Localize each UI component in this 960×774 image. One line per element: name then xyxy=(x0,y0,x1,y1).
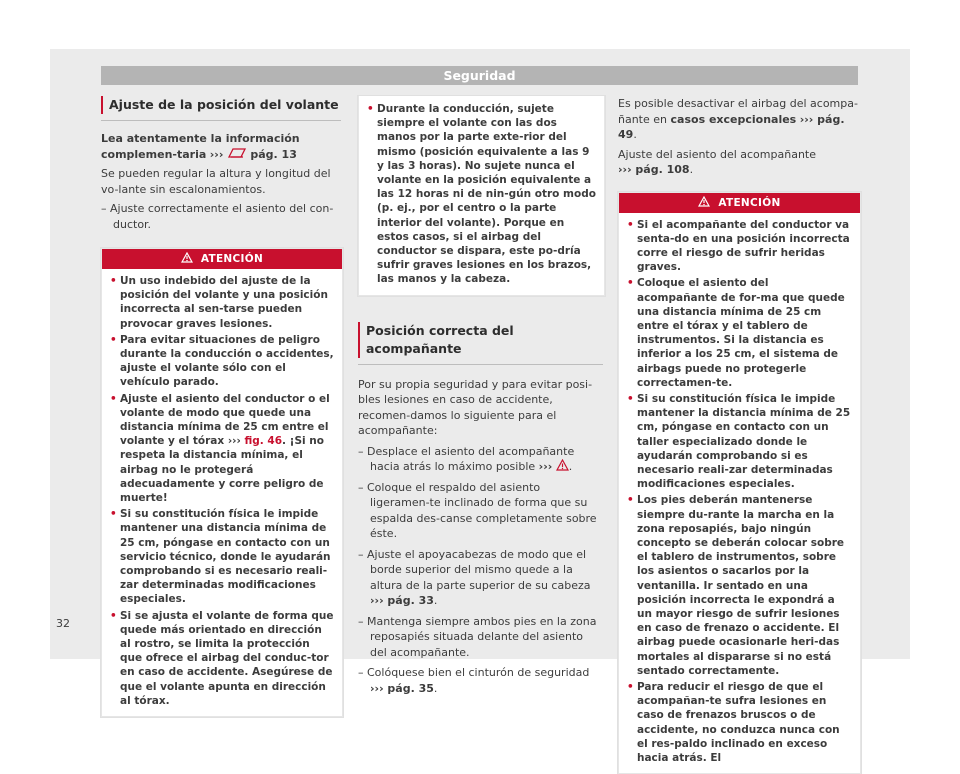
warning-item: • Si se ajusta el volante de forma que quede más orientado en dirección al rostro, se limita la protección que ofrece el airbag del conduc-tor en caso de accidente. Asegúrese de que el volante apunta en dirección al tórax. xyxy=(110,609,334,708)
dash-item-1: – Desplace el asiento del acompañante hacia atrás lo máximo posible ››› . xyxy=(358,444,603,475)
intro-text: Lea atentamente la información complemen-taria xyxy=(101,132,300,161)
column-2 xyxy=(358,96,603,696)
warning-item: • Un uso indebido del ajuste de la posición del volante y una posición incorrecta al sen-tarse pueden provocar graves lesiones. xyxy=(110,274,334,331)
fig-46-link[interactable]: fig. 46 xyxy=(244,435,282,447)
column-3 xyxy=(618,96,859,774)
ref-arrow: ››› xyxy=(228,435,241,447)
intro-paragraph xyxy=(101,131,341,162)
warning-item: • Los pies deberán mantenerse siempre du-rante la marcha en la zona reposapiés, bajo ningún concepto se deberán colocar sobre el tablero de instrumentos, sobre los asientos o sacarlos por la ventanilla. Ir sentado en una posición incorrecta le expondrá a un mayor riesgo de sufrir lesiones en caso de frenazo o accidente. El airbag puede ocasionarle heri-das mortales al dispararse si no está sentado correctamente. xyxy=(627,493,852,678)
emphasis-text: casos excepcionales xyxy=(671,113,797,126)
dash-item-4: – Mantenga siempre ambos pies en la zona reposapiés situada delante del asiento del acompañante. xyxy=(358,614,603,661)
column-1 xyxy=(101,96,341,717)
dash-item-2: – Coloque el respaldo del asiento ligeramen-te inclinado de forma que su espalda des-canse completamente sobre éste. xyxy=(358,480,603,542)
paragraph-1: Se pueden regular la altura y longitud del vo-lante sin escalonamientos. xyxy=(101,166,341,197)
warning-box-continued xyxy=(358,96,605,296)
dash-item-1: – Ajuste correctamente el asiento del con-ductor. xyxy=(101,201,341,232)
dash-text: – Colóquese bien el cinturón de seguridad xyxy=(358,666,589,679)
warning-triangle-icon xyxy=(698,196,710,207)
ref-arrow: ››› xyxy=(210,148,224,161)
warning-item: • Si el acompañante del conductor va senta-do en una posición incorrecta corre el riesgo de sufrir heridas graves. xyxy=(627,218,852,275)
warning-box-2 xyxy=(618,192,861,774)
warning-item-text: Ajuste el asiento del conductor o el volante de modo que quede una distancia mínima de 25 cm entre el volante y el tórax xyxy=(120,393,330,448)
warning-item: • Si su constitución física le impide mantener una distancia mínima de 25 cm, póngase en contacto con un servicio técnico, donde le ayudarán comprobando si es necesario reali-zar determinadas modificaciones especiales. xyxy=(110,507,334,606)
chapter-header: Seguridad xyxy=(101,66,858,85)
warning-item: • Durante la conducción, sujete siempre el volante con las dos manos por la parte exte-rior del mismo (posición equivalente a las 9 y las 3 horas). No sujete nunca el volante en la posición equivalente a las 12 horas ni de nin-gún otro modo (p. ej., por el centro o la parte interior del volante). Porque en estos casos, si el airbag del conductor se dispara, este po-dría sufrir graves lesiones en los brazos, las manos y la cabeza. xyxy=(367,102,596,287)
section-title-acompanante: Posición correcta del acompañante xyxy=(358,322,603,358)
warning-item-text: . ¡Si no respeta la distancia mínima, el airbag no le protegerá adecuadamente y corre peligro de muerte! xyxy=(120,435,324,504)
warning-triangle-icon[interactable] xyxy=(556,459,569,471)
dash-text: – Ajuste el apoyacabezas de modo que el borde superior del mismo quede a la altura de la parte superior de su cabeza xyxy=(358,548,590,592)
page-35-link[interactable]: ››› pág. 35 xyxy=(370,682,434,695)
dash-item-5: – Colóquese bien el cinturón de seguridad ››› pág. 35. xyxy=(358,665,603,696)
warning-item xyxy=(110,392,334,506)
page-33-link[interactable]: ››› pág. 33 xyxy=(370,594,434,607)
warning-header xyxy=(102,249,342,269)
paragraph-1: Es posible desactivar el airbag del acompa-ñante en casos excepcionales ››› pág. 49. xyxy=(618,96,859,143)
warning-item: • Para evitar situaciones de peligro durante la conducción o accidentes, ajuste el volante sólo con el vehículo parado. xyxy=(110,333,334,390)
warning-item: • Si su constitución física le impide mantener la distancia mínima de 25 cm, póngase en contacto con un taller especializado donde le ayudarán comprobando si es necesario reali-zar determinadas modificaciones especiales. xyxy=(627,392,852,491)
section-rule xyxy=(358,364,603,365)
page-number: 32 xyxy=(56,617,70,630)
section-title-volante: Ajuste de la posición del volante xyxy=(101,96,341,114)
ref-arrow: ››› xyxy=(539,460,553,473)
warning-body xyxy=(359,96,604,295)
dash-text: – Desplace el asiento del acompañante hacia atrás lo máximo posible xyxy=(358,445,574,474)
warning-body xyxy=(619,213,860,774)
paragraph-2: Ajuste del asiento del acompañante ››› pág. 108. xyxy=(618,147,859,178)
paragraph-1: Por su propia seguridad y para evitar posi-bles lesiones en caso de accidente, recomen-damos lo siguiente para el acompañante: xyxy=(358,377,603,439)
warning-title: ATENCIÓN xyxy=(718,197,780,209)
warning-item: • Para reducir el riesgo de que el acompañan-te sufra lesiones en caso de frenazos bruscos o de accidente, no conduzca nunca con el res-paldo inclinado en exceso hacia atrás. El xyxy=(627,680,852,765)
paragraph-text: Ajuste del asiento del acompañante xyxy=(618,148,816,161)
dash-item-3: – Ajuste el apoyacabezas de modo que el borde superior del mismo quede a la altura de la parte superior de su cabeza ››› pág. 33. xyxy=(358,547,603,609)
warning-header xyxy=(619,193,860,213)
book-icon xyxy=(227,147,247,159)
warning-title: ATENCIÓN xyxy=(201,253,263,265)
warning-body xyxy=(102,269,342,716)
page-13-link[interactable]: pág. 13 xyxy=(250,148,297,161)
warning-box-1 xyxy=(101,248,343,717)
section-rule xyxy=(101,120,341,121)
paragraph-text: Es posible desactivar el airbag del acompa-ñante en xyxy=(618,97,858,126)
page-49-link[interactable]: ››› pág. 49 xyxy=(618,113,845,142)
warning-triangle-icon xyxy=(181,252,193,263)
page-108-link[interactable]: ››› pág. 108 xyxy=(618,163,690,176)
warning-item: • Coloque el asiento del acompañante de for-ma que quede una distancia mínima de 25 cm entre el tórax y el tablero de instrumentos. Si la distancia es inferior a los 25 cm, el sistema de airbags puede no protegerle correctamen-te. xyxy=(627,276,852,390)
